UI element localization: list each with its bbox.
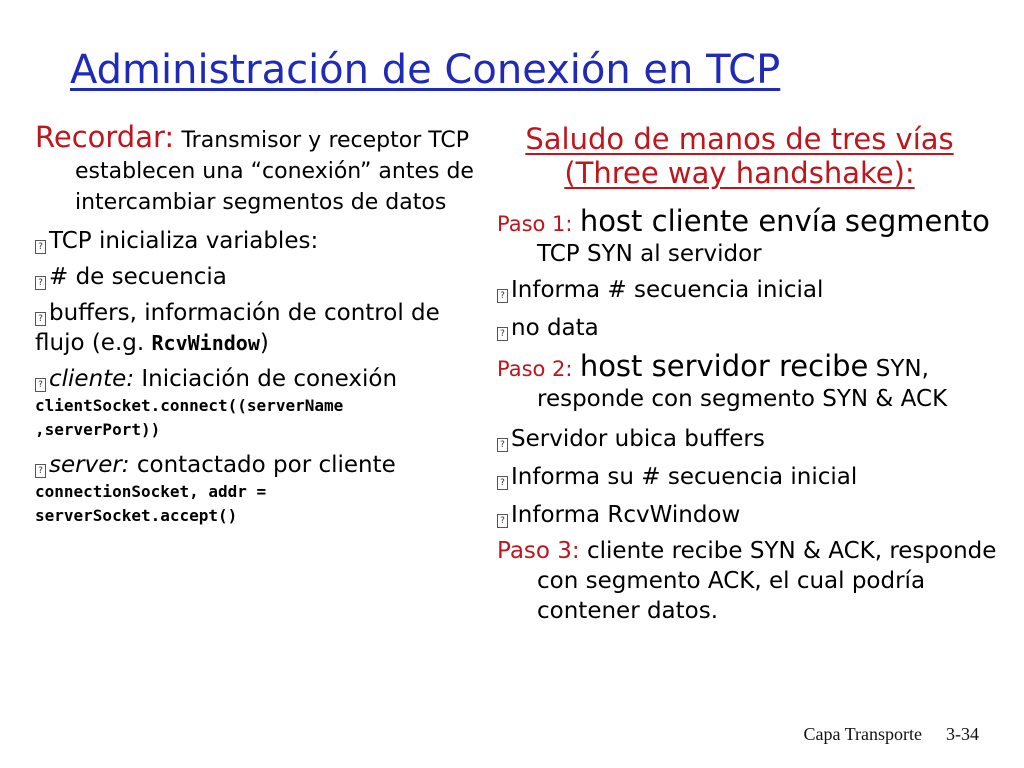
bullet-icon <box>35 240 46 254</box>
left-column <box>35 122 490 528</box>
bullet-text: TCP inicializa variables: <box>49 228 319 254</box>
recordar-first: Transmisor y <box>181 128 322 153</box>
recordar-rest: receptor TCP establecen una “conexión” antes de intercambiar segmentos de datos <box>75 128 474 215</box>
server-label: server: <box>49 452 130 478</box>
bullet-icon <box>497 476 508 490</box>
cliente-label: cliente: <box>49 366 135 392</box>
bullet-servidor-buffers <box>497 424 1012 454</box>
handshake-heading-line1: Saludo de manos de tres vías <box>525 122 954 156</box>
rcvwindow-code: RcvWindow <box>151 331 260 355</box>
bullet-buffers <box>35 298 490 358</box>
bullet-icon <box>35 312 46 326</box>
paso1-label: Paso 1: <box>497 212 573 236</box>
footer-section: Capa Transporte <box>803 724 922 744</box>
bullet-server <box>35 450 490 480</box>
paso2-rest1: SYN, <box>868 356 929 382</box>
slide-title: Administración de Conexión en TCP <box>70 47 781 93</box>
paso1-big2: segmento <box>844 204 990 238</box>
paso1-paragraph <box>497 206 1012 269</box>
bullet-text: Informa su # secuencia inicial <box>511 464 858 490</box>
bullet-text: contactado por cliente <box>129 452 396 478</box>
bullet-cliente <box>35 364 490 394</box>
bullet-text: Servidor ubica buffers <box>511 426 765 452</box>
recordar-paragraph <box>35 122 490 218</box>
recordar-label: Recordar: <box>35 120 175 154</box>
footer-page-number: 3-34 <box>946 724 979 744</box>
bullet-text: no data <box>511 315 599 341</box>
paso2-label: Paso 2: <box>497 357 573 381</box>
bullet-icon <box>497 327 508 341</box>
bullet-text: Iniciación de conexión <box>134 366 398 392</box>
code-server-accept-1: connectionSocket, addr = <box>35 482 267 501</box>
paso3-text: cliente recibe SYN & ACK, responde con segmento ACK, el cual podría contener datos. <box>537 538 997 624</box>
paso3-paragraph <box>497 536 1012 626</box>
code-client-connect-1: clientSocket.connect((serverName <box>35 396 344 415</box>
bullet-text: # de secuencia <box>49 264 227 290</box>
bullet-text-end: ) <box>259 330 269 356</box>
bullet-icon <box>497 289 508 303</box>
paso2-rest2: responde con segmento SYN & ACK <box>537 386 948 412</box>
bullet-text: Informa # secuencia inicial <box>511 277 824 303</box>
paso2-big: host servidor recibe <box>579 349 869 383</box>
paso1-big: host cliente envía <box>579 204 838 238</box>
bullet-informa-secuencia <box>497 275 1012 305</box>
slide-footer <box>780 724 980 745</box>
paso2-paragraph <box>497 351 1012 414</box>
handshake-heading <box>497 122 1012 190</box>
bullet-icon <box>35 464 46 478</box>
bullet-text: Informa RcvWindow <box>511 502 741 528</box>
bullet-secuencia <box>35 262 490 292</box>
handshake-heading-line2: (Three way handshake): <box>564 156 915 190</box>
bullet-informa-su-secuencia <box>497 462 1012 492</box>
bullet-icon <box>35 276 46 290</box>
right-column <box>497 122 1012 626</box>
bullet-icon <box>35 378 46 392</box>
bullet-icon <box>497 514 508 528</box>
bullet-tcp-init <box>35 226 490 256</box>
paso3-label: Paso 3: <box>497 538 580 564</box>
bullet-informa-rcvwindow <box>497 500 1012 530</box>
code-server-accept-2: serverSocket.accept() <box>35 506 238 525</box>
code-client-connect-2: ,serverPort)) <box>35 420 161 439</box>
bullet-icon <box>497 438 508 452</box>
paso1-rest: TCP SYN al servidor <box>537 241 762 267</box>
bullet-text: buffers, información de control de flujo (e.g. <box>35 300 440 356</box>
bullet-no-data <box>497 313 1012 343</box>
